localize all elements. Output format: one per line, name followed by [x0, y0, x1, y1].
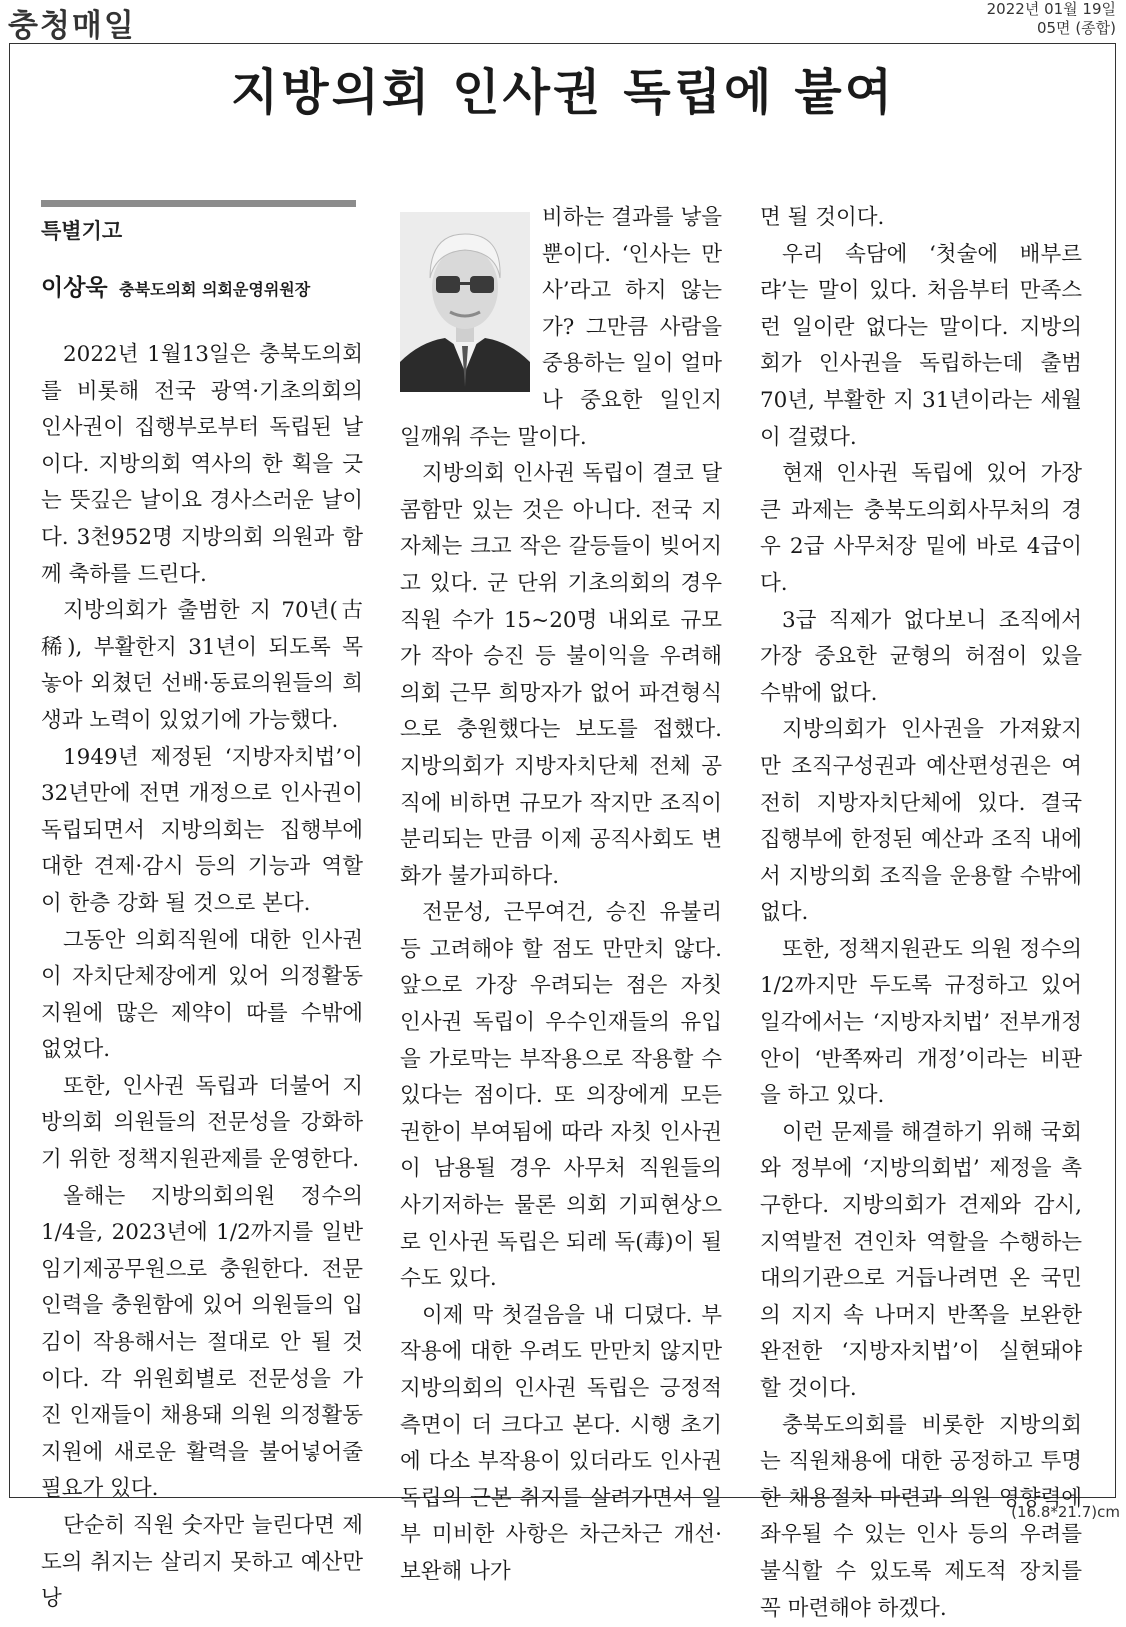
paragraph: 현재 인사권 독립에 있어 가장 큰 과제는 충북도의회사무처의 경우 2급 사무처장 밑에 바로 4급이다. — [760, 461, 1082, 596]
section-label: 특별기고 — [41, 219, 123, 243]
newspaper-masthead: 충청매일 — [8, 8, 136, 44]
paragraph: 지방의회가 출범한 지 70년(古稀), 부활한지 31년이 되도록 목 놓아 외쳤던 선배·동료의원들의 희생과 노력이 있었기에 가능했다. — [41, 598, 363, 733]
author-photo — [400, 212, 530, 392]
author-title: 충북도의회 의회운영위원장 — [119, 280, 311, 299]
paragraph: 이런 문제를 해결하기 위해 국회와 정부에 ‘지방의회법’ 제정을 촉구한다. 지방의회가 견제와 감시, 지역발전 견인차 역할을 수행하는 대의기관으로 거듭나려면 온 국민의 지지 속 나머지 반쪽을 보완한 완전한 ‘지방자치법’이 실현돼야 할 것이다. — [760, 1119, 1082, 1401]
paragraph: 지방의회 인사권 독립이 결코 달콤함만 있는 것은 아니다. 전국 지자체는 크고 작은 갈등들이 빚어지고 있다. 군 단위 기초의회의 경우 직원 수가 15~20명 내외로 규모가 작아 승진 등 불이익을 우려해 의회 근무 희망자가 없어 파견형식으로 충원했다는 보도를 접했다. 지방의회가 지방자치단체 전체 공직에 비하면 규모가 작지만 조직이 분리되는 만큼 이제 공직사회도 변화가 불가피하다. — [400, 461, 722, 889]
paragraph: 또한, 정책지원관도 의원 정수의 1/2까지만 두도록 규정하고 있어 일각에서는 ‘지방자치법’ 전부개정안이 ‘반쪽짜리 개정’이라는 비판을 하고 있다. — [760, 936, 1082, 1109]
byline — [41, 273, 363, 305]
paragraph: 비하는 결과를 낳을 뿐이다. ‘인사는 만사’라고 하지 않는가? 그만큼 사람을 중용하는 일이 얼마나 중요한 일인지 일깨워 주는 말이다. — [400, 205, 722, 450]
paragraph: 또한, 인사권 독립과 더불어 지방의회 의원들의 전문성을 강화하기 위한 정책지원관제를 운영한다. — [41, 1073, 363, 1173]
article-column-2 — [400, 200, 722, 1591]
issue-date: 2022년 01월 19일 — [986, 0, 1116, 18]
paragraph: 우리 속담에 ‘첫술에 배부르랴’는 말이 있다. 처음부터 만족스런 일이란 없다는 말이다. 지방의회가 인사권을 독립하는데 출범 70년, 부활한 지 31년이라는 세월이 걸렸다. — [760, 241, 1082, 450]
article-column-3 — [760, 200, 1082, 1627]
paragraph: 올해는 지방의회의원 정수의 1/4을, 2023년에 1/2까지를 일반 임기제공무원으로 충원한다. 전문인력을 충원함에 있어 의원들의 입김이 작용해서는 절대로 안 될 것이다. 각 위원회별로 전문성을 가진 인재들이 채용돼 의원 의정활동 지원에 새로운 활력을 불어넣어줄 필요가 있다. — [41, 1183, 363, 1502]
article-column-1 — [41, 200, 363, 1618]
paragraph: 지방의회가 인사권을 가져왔지만 조직구성권과 예산편성권은 여전히 지방자치단체에 있다. 결국 집행부에 한정된 예산과 조직 내에서 지방의회 조직을 운용할 수밖에 없다. — [760, 717, 1082, 926]
paragraph: 이제 막 첫걸음을 내 디뎠다. 부작용에 대한 우려도 만만치 않지만 지방의회의 인사권 독립은 긍정적 측면이 더 크다고 본다. 시행 초기에 다소 부작용이 있더라도 인사권 독립의 근본 취지를 살려가면서 일부 미비한 사항은 차근차근 개선·보완해 나가 — [400, 1302, 722, 1584]
paragraph: 전문성, 근무여건, 승진 유불리 등 고려해야 할 점도 만만치 않다. 앞으로 가장 우려되는 점은 자칫 인사권 독립이 우수인재들의 유입을 가로막는 부작용으로 작용할 수 있다는 점이다. 또 의장에게 모든 권한이 부여됨에 따라 자칫 인사권이 남용될 경우 사무처 직원들의 사기저하는 물론 의회 기피현상으로 인사권 독립은 되레 독(毒)이 될 수도 있다. — [400, 900, 722, 1292]
paragraph: 면 될 것이다. — [760, 205, 885, 230]
paragraph: 1949년 제정된 ‘지방자치법’이 32년만에 전면 개정으로 인사권이 독립되면서 지방의회는 집행부에 대한 견제·감시 등의 기능과 역할이 한층 강화 될 것으로 본다. — [41, 744, 363, 916]
article-headline: 지방의회 인사권 독립에 붙여 — [230, 63, 896, 121]
issue-meta — [987, 0, 1116, 38]
author-portrait-icon — [400, 212, 530, 392]
section-rule — [41, 200, 356, 207]
paragraph: 그동안 의회직원에 대한 인사권이 자치단체장에게 있어 의정활동 지원에 많은 제약이 따를 수밖에 없었다. — [41, 927, 363, 1063]
paragraph: 3급 직제가 없다보니 조직에서 가장 중요한 균형의 허점이 있을 수밖에 없다. — [760, 607, 1082, 706]
page-number: 05면 (종합) — [1036, 19, 1116, 37]
paragraph: 2022년 1월13일은 충북도의회를 비롯해 전국 광역·기초의회의 인사권이 집행부로부터 독립된 날이다. 지방의회 역사의 한 획을 긋는 뜻깊은 날이요 경사스러운 날이다. 3천952명 지방의회 의원과 함께 축하를 드린다. — [41, 342, 363, 587]
paragraph: 단순히 직원 숫자만 늘린다면 제도의 취지는 살리지 못하고 예산만 낭 — [41, 1513, 363, 1612]
paragraph: 충북도의회를 비롯한 지방의회는 직원채용에 대한 공정하고 투명한 채용절차 마련과 의원 영향력에 좌우될 수 있는 인사 등의 우려를 불식할 수 있도록 제도적 장치를 꼭 마련해야 하겠다. — [760, 1412, 1082, 1621]
author-name: 이상욱 — [41, 275, 108, 301]
clipping-size: (16.8*21.7)cm — [1011, 1503, 1120, 1521]
